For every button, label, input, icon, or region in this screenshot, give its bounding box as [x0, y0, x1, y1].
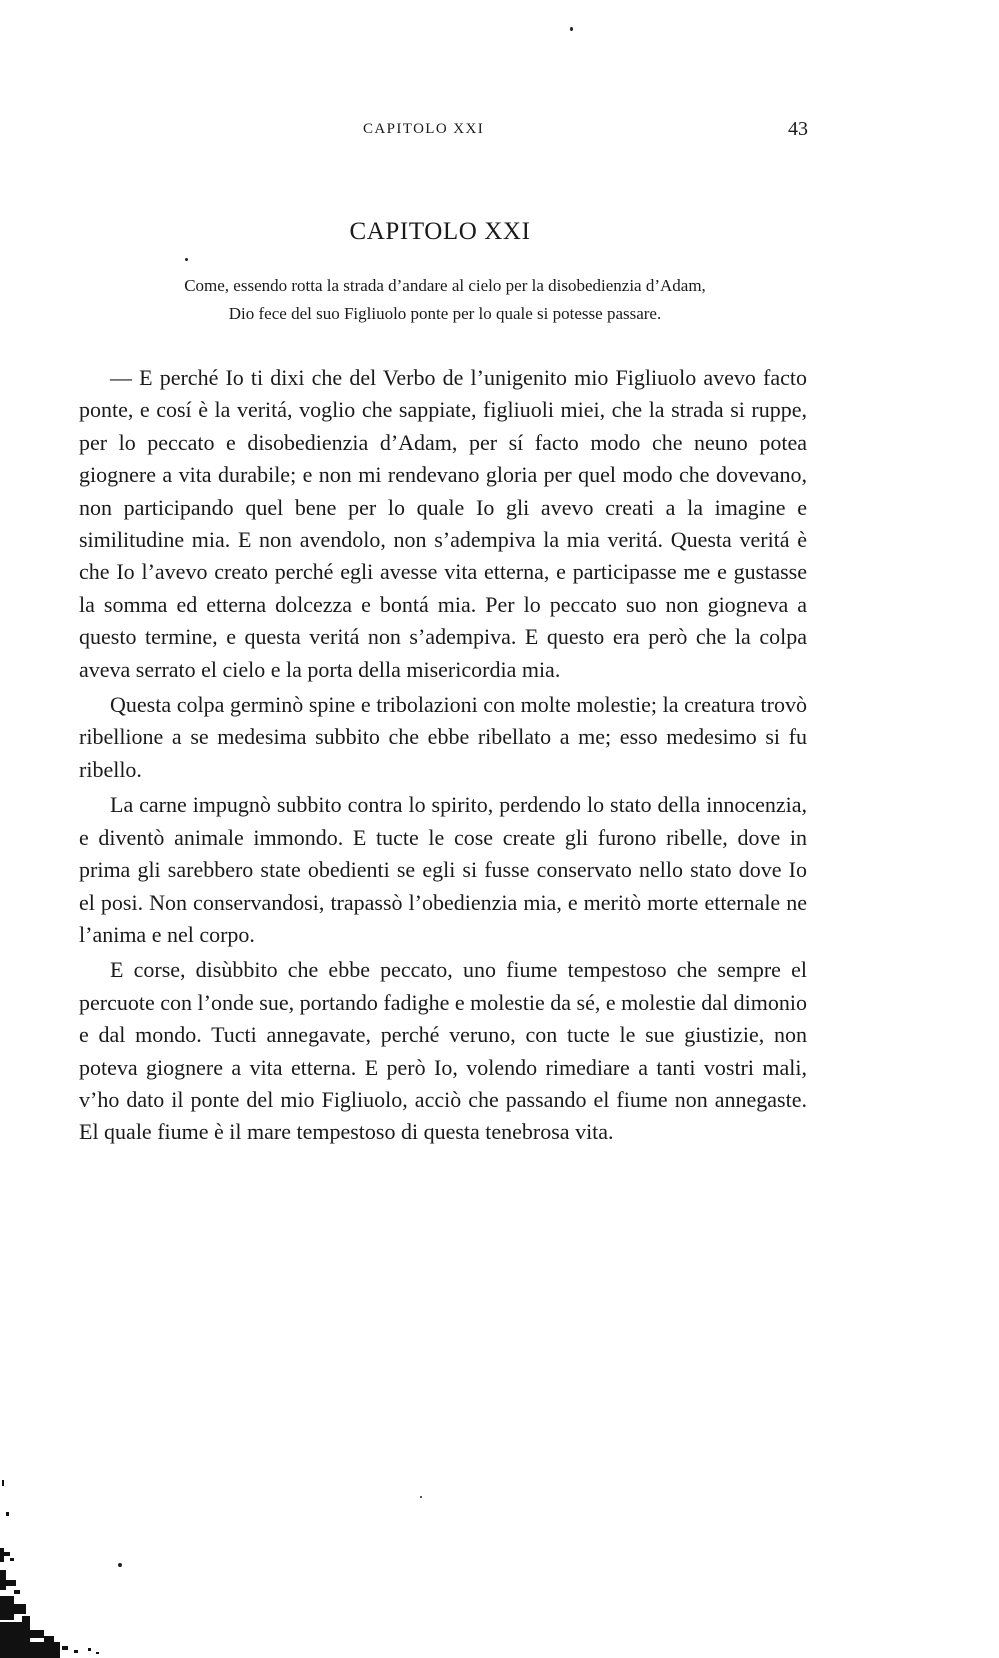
body-text — [79, 362, 807, 1149]
running-head-title: CAPITOLO XXI — [363, 121, 485, 137]
chapter-summary-line: Come, essendo rotta la strada d’andare al cielo per la disobedienzia d’Adam, — [184, 276, 706, 295]
paragraph: — E perché Io ti dixi che del Verbo de l’unigenito mio Figliuolo avevo facto ponte, e cosí è la veritá, voglio che sappiate, figliuoli miei, che la strada si ruppe, per lo peccato e disobedienzia d’Adam, per sí facto modo che neuno potea giognere a vita durabile; e non mi rendevano gloria per quel modo che dovevano, non participando quel bene per lo quale Io gli avevo creati a la imagine e similitudine mia. E non avendolo, non s’adempiva la mia veritá. Questa veritá è che Io l’avevo creato perché egli avesse vita etterna, e participasse me e gustasse la somma ed etterna dolcezza e bontá mia. Per lo peccato suo non giogneva a questo termine, e questa veritá non s’adempiva. E questo era però che la colpa aveva serrato el cielo e la porta della misericordia mia. — [79, 365, 807, 682]
chapter-title: CAPITOLO XXI — [349, 218, 531, 245]
paragraph: La carne impugnò subbito contra lo spirito, perdendo lo stato della innocenzia, e diventò animale immondo. E tucte le cose create gli furono ribelle, dove in prima gli sarebbero state obedienti se egli si fusse conservato nello stato dove Io el posi. Non conservandosi, trapassò l’obedienzia mia, e meritò morte etternale ne l’anima e nel corpo. — [79, 792, 807, 947]
ink-speck — [118, 1563, 122, 1567]
chapter-summary-line: Dio fece del suo Figliuolo ponte per lo quale si potesse passare. — [228, 304, 662, 323]
running-head — [80, 118, 808, 145]
ink-speck — [185, 258, 188, 261]
paragraph: Questa colpa germinò spine e tribolazioni con molte molestie; la creatura trovò ribellione a se medesima subbito che ebbe ribellato a me; esso medesimo si fu ribello. — [79, 692, 807, 782]
paragraph: E corse, disùbbito che ebbe peccato, uno fiume tempestoso che sempre el percuote con l’onde sue, portando fadighe e molestie da sé, e molestie dal dimonio e dal mondo. Tucti annegavate, perché veruno, con tucte le sue giustizie, non poteva giognere a vita etterna. E però Io, volendo rimediare a tanti vostri mali, v’ho dato il ponte del mio Figliuolo, acciò che passando el fiume non annegaste. El quale fiume è il mare tempestoso di questa tenebrosa vita. — [79, 957, 807, 1145]
page-number: 43 — [788, 118, 808, 140]
ink-speck — [570, 27, 573, 31]
chapter-summary — [80, 272, 810, 328]
scan-margin-smudge — [0, 1440, 110, 1658]
ink-speck — [420, 1496, 422, 1498]
